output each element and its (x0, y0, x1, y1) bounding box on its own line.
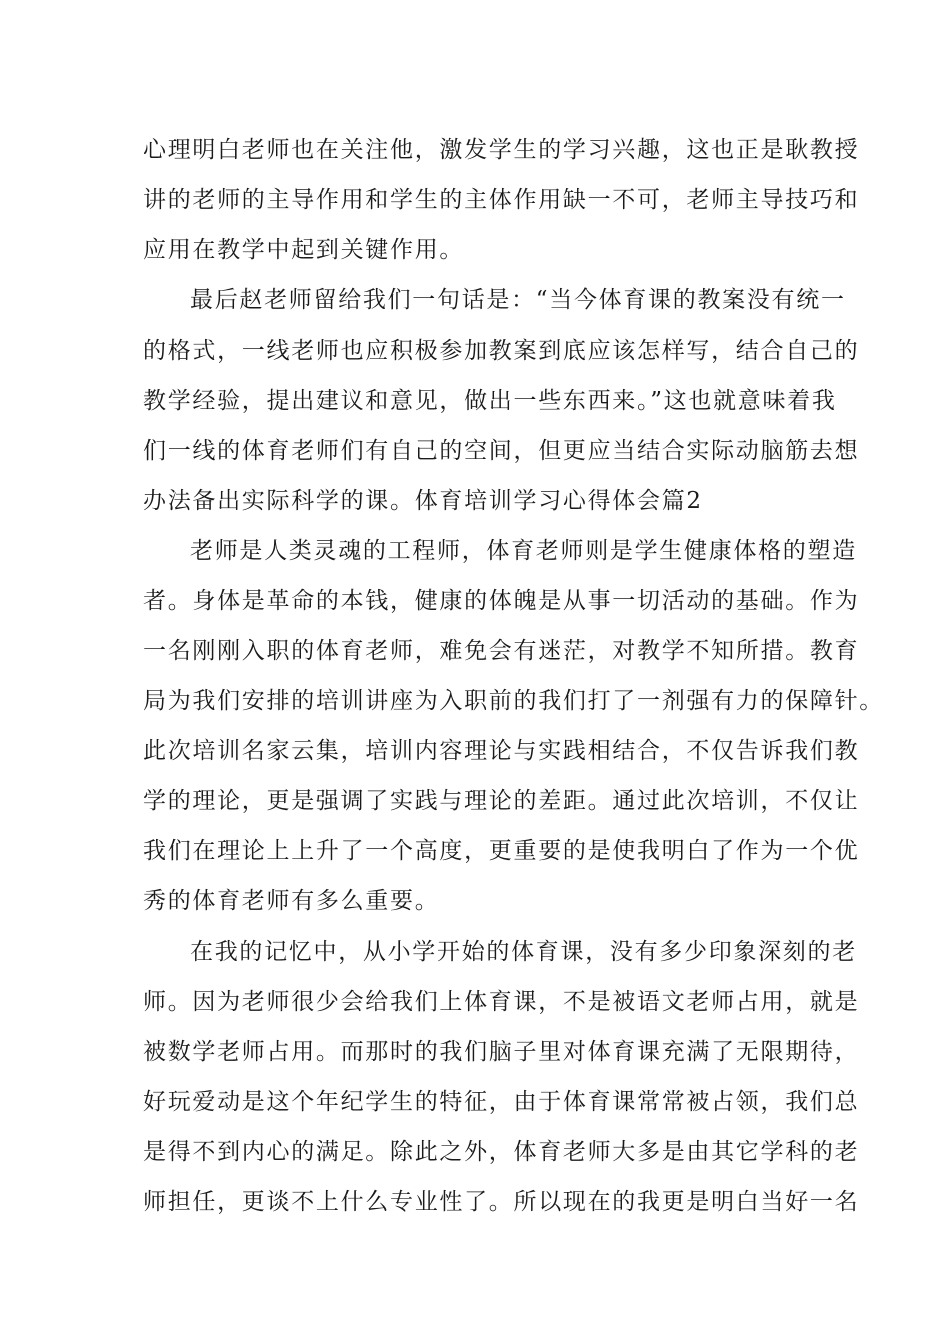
text-line: 的格式，一线老师也应积极参加教案到底应该怎样写，结合自己的 (143, 338, 860, 364)
text-line: 师。因为老师很少会给我们上体育课，不是被语文老师占用，就是 (143, 989, 860, 1015)
text-line: 们一线的体育老师们有自己的空间，但更应当结合实际动脑筋去想 (143, 438, 860, 464)
text-line: 师担任，更谈不上什么专业性了。所以现在的我更是明白当好一名 (143, 1189, 860, 1215)
text-line: 学的理论，更是强调了实践与理论的差距。通过此次培训，不仅让 (143, 788, 860, 814)
text-line: 被数学老师占用。而那时的我们脑子里对体育课充满了无限期待， (143, 1039, 860, 1065)
paragraph-start-line: 老师是人类灵魂的工程师，体育老师则是学生健康体格的塑造 (190, 538, 857, 564)
text-line: 讲的老师的主导作用和学生的主体作用缺一不可，老师主导技巧和 (143, 187, 860, 213)
text-line: 办法备出实际科学的课。体育培训学习心得体会篇2 (143, 488, 703, 514)
text-line: 好玩爱动是这个年纪学生的特征，由于体育课常常被占领，我们总 (143, 1089, 860, 1115)
text-line: 我们在理论上上升了一个高度，更重要的是使我明白了作为一个优 (143, 838, 860, 864)
text-line: 一名刚刚入职的体育老师，难免会有迷茫，对教学不知所措。教育 (143, 638, 860, 664)
text-line: 是得不到内心的满足。除此之外，体育老师大多是由其它学科的老 (143, 1139, 860, 1165)
text-line: 秀的体育老师有多么重要。 (143, 888, 440, 914)
text-line: 心理明白老师也在关注他，激发学生的学习兴趣，这也正是耿教授 (143, 137, 860, 163)
text-line: 者。身体是革命的本钱，健康的体魄是从事一切活动的基础。作为 (143, 588, 860, 614)
paragraph-start-line: 在我的记忆中，从小学开始的体育课，没有多少印象深刻的老 (190, 939, 857, 965)
text-line: 应用在教学中起到关键作用。 (143, 237, 465, 263)
text-line: 此次培训名家云集，培训内容理论与实践相结合，不仅告诉我们教 (143, 738, 860, 764)
text-line: 教学经验，提出建议和意见，做出一些东西来。”这也就意味着我 (143, 388, 837, 414)
text-line: 局为我们安排的培训讲座为入职前的我们打了一剂强有力的保障针。 (143, 688, 884, 714)
paragraph-start-line: 最后赵老师留给我们一句话是：“当今体育课的教案没有统一 (190, 287, 846, 313)
